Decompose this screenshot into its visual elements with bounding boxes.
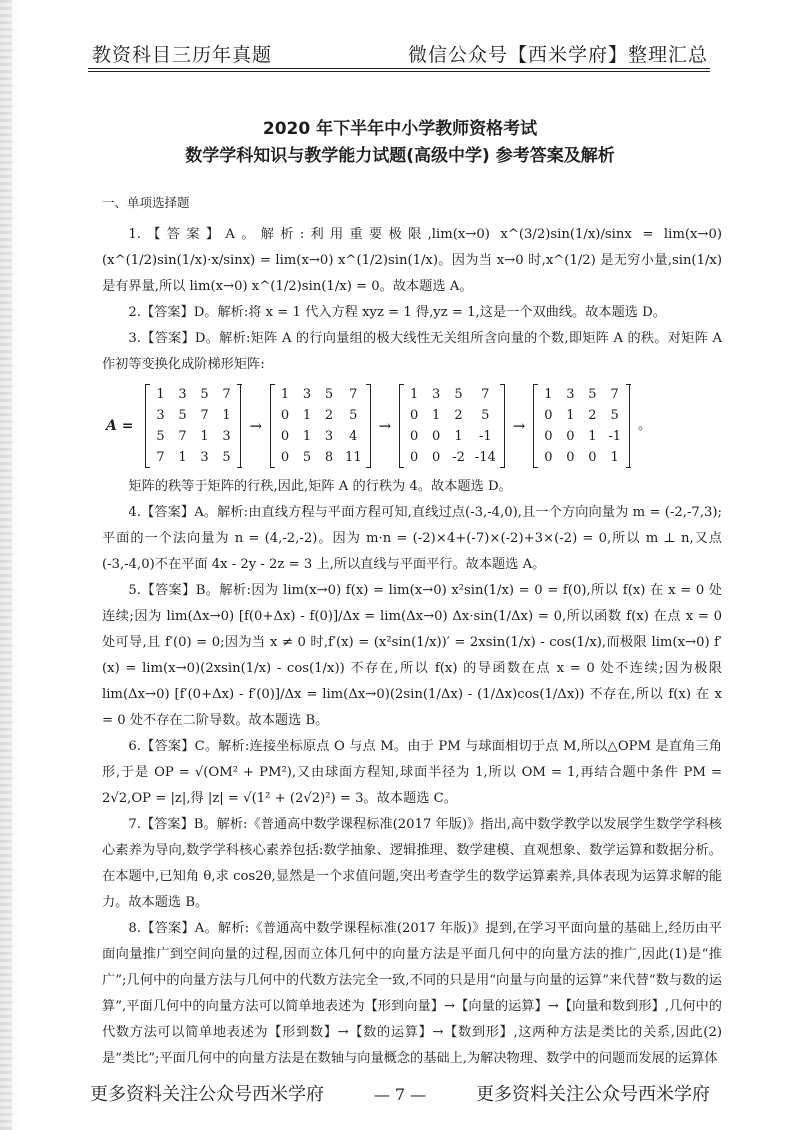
scan-edge-shadow (0, 0, 12, 1130)
matrix-cell: 1 (156, 387, 165, 402)
matrix-cell: 5 (324, 387, 334, 402)
matrix-cell: 5 (349, 408, 358, 423)
matrix-table (274, 384, 367, 468)
matrix-cell: 0 (280, 450, 290, 465)
arrow-icon: → (512, 417, 526, 435)
matrix-reduction (102, 378, 722, 474)
matrix-cell: 3 (566, 387, 575, 402)
matrix-table (149, 384, 237, 468)
header-rule-inner (88, 71, 710, 72)
matrix-cell: 7 (349, 387, 358, 402)
matrix-row (149, 405, 237, 426)
page-subtitle: 数学学科知识与教学能力试题(高级中学) 参考答案及解析 (185, 146, 615, 166)
answer-q1: 1.【答案】A。解析:利用重要极限,lim(x→0) x^(3/2)sin(1/x)/sinx = lim(x→0)(x^(1/2)sin(1/x)·x/sinx) = lim(x→0) x^(1/2)sin(1/x)。因为当 x→0 时,x^(1/2) 是无穷小量,sin(1/x) 是有界量,所以 lim(x→0) x^(1/2)sin(1/x) = 0。故本题选 A。 (102, 227, 722, 294)
matrix-cell: 5 (178, 408, 187, 423)
matrix-cell: 0 (432, 429, 441, 444)
matrix-row (149, 426, 237, 447)
matrix-cell: 1 (544, 387, 553, 402)
matrix-row (537, 426, 626, 447)
matrix-cell: 7 (222, 387, 231, 402)
matrix-cell: 1 (178, 450, 187, 465)
matrix-cell: 7 (156, 450, 165, 465)
matrix-cell: 0 (410, 408, 419, 423)
matrix-cell: 0 (566, 450, 575, 465)
matrix-row (149, 384, 237, 405)
footer-right-text: 更多资料关注公众号西米学府 (475, 1084, 710, 1105)
matrix-cell: 11 (345, 450, 362, 465)
matrix-label: A = (106, 418, 134, 434)
matrix-cell: 5 (222, 450, 231, 465)
matrix-cell: 1 (588, 429, 597, 444)
matrix-cell: 1 (280, 387, 290, 402)
matrix-row (274, 426, 367, 447)
answer-q8: 8.【答案】A。解析:《普通高中数学课程标准(2017 年版)》提到,在学习平面向量的基础上,经历由平面向量推广到空间向量的过程,因而立体几何中的向量方法是平面几何中的向量方法的推广,因此(1)是“推广”;几何中的向量方法与几何中的代数方法完全一致,不同的只是用“向量与向量的运算”来代替“数与数的运算”,平面几何中的向量方法可以简单地表述为【形到向量】→【向量的运算】→【向量和数到形】,几何中的代数方法可以简单地表述为【形到数】→【数的运算】→【数到形】,这两种方法是类比的关系,因此(2)是“类比”;平面几何中的向量方法是在数轴与向量概念的基础上,为解决物理、数学中的问题而发展的运算体 (102, 921, 722, 1066)
matrix-cell: 0 (544, 408, 553, 423)
matrix-cell: 0 (280, 429, 290, 444)
matrix-cell: 4 (349, 429, 358, 444)
matrix-cell: 7 (610, 387, 619, 402)
matrix-cell: 0 (566, 429, 575, 444)
header-rule (88, 68, 710, 69)
matrix-row (403, 447, 501, 468)
matrix-cell: 7 (200, 408, 209, 423)
matrix-4 (533, 384, 630, 468)
matrix-cell: 2 (454, 408, 463, 423)
matrix-cell: 5 (156, 429, 165, 444)
matrix-cell: 1 (222, 408, 231, 423)
matrix-cell: -1 (478, 429, 492, 444)
matrix-cell: 5 (588, 387, 597, 402)
matrix-row (537, 384, 626, 405)
answer-q4: 4.【答案】A。解析:由直线方程与平面方程可知,直线过点(-3,-4,0),且一个方向向量为 m = (-2,-7,3);平面的一个法向量为 n = (4,-2,-2)。因为 m·n = (-2)×4+(-7)×(-2)+3×(-2) = 0,所以 m ⊥ n,又点(-3,-4,0)不在平面 4x - 2y - 2z = 3 上,所以直线与平面平行。故本题选 A。 (102, 505, 722, 572)
answer-q7: 7.【答案】B。解析:《普通高中数学课程标准(2017 年版)》指出,高中数学教学以发展学生数学学科核心素养为导向,数学学科核心素养包括:数学抽象、逻辑推理、数学建模、直观想象、数学运算和数据分析。在本题中,已知角 θ,求 cos2θ,显然是一个求值问题,突出考查学生的数学运算素养,具体表现为运算求解的能力。故本题选 B。 (102, 817, 722, 910)
matrix-cell: -14 (474, 450, 496, 465)
footer-left-text: 更多资料关注公众号西米学府 (90, 1084, 324, 1105)
matrix-cell: 2 (324, 408, 334, 423)
matrix-cell: 8 (324, 450, 334, 465)
matrix-cell: 0 (410, 450, 419, 465)
matrix-cell: 1 (302, 408, 312, 423)
matrix-2 (270, 384, 371, 468)
matrix-row (403, 405, 501, 426)
matrix-cell: 3 (222, 429, 231, 444)
matrix-cell: 5 (200, 387, 209, 402)
matrix-cell: 1 (454, 429, 463, 444)
arrow-icon: → (378, 417, 392, 435)
matrix-cell: 1 (302, 429, 312, 444)
matrix-cell: 0 (432, 450, 441, 465)
answer-content (102, 190, 722, 1072)
header-left-text: 教资科目三历年真题 (92, 44, 273, 66)
matrix-3 (399, 384, 505, 468)
matrix-cell: 1 (200, 429, 209, 444)
matrix-cell: -1 (608, 429, 622, 444)
matrix-cell: 5 (481, 408, 490, 423)
matrix-cell: 0 (544, 429, 553, 444)
matrix-cell: 7 (178, 429, 187, 444)
matrix-row (537, 405, 626, 426)
answer-q3-outro: 矩阵的秩等于矩阵的行秩,因此,矩阵 A 的行秩为 4。故本题选 D。 (128, 479, 512, 494)
matrix-row (537, 447, 626, 468)
matrix-row (274, 384, 367, 405)
matrix-cell: 0 (280, 408, 290, 423)
matrix-row (149, 447, 237, 468)
matrix-1 (145, 384, 241, 468)
matrix-cell: 3 (432, 387, 441, 402)
matrix-cell: 5 (302, 450, 312, 465)
arrow-icon: → (249, 417, 263, 435)
matrix-row (403, 384, 501, 405)
matrix-cell: 0 (410, 429, 419, 444)
matrix-cell: 1 (610, 450, 619, 465)
matrix-cell: -2 (452, 450, 465, 465)
matrix-cell: 1 (432, 408, 441, 423)
matrix-cell: 2 (588, 408, 597, 423)
matrix-cell: 1 (410, 387, 419, 402)
matrix-cell: 3 (302, 387, 312, 402)
section-heading: 一、单项选择题 (102, 195, 190, 210)
matrix-table (403, 384, 501, 468)
matrix-cell: 3 (156, 408, 165, 423)
matrix-cell: 0 (588, 450, 597, 465)
page-footer (90, 1080, 710, 1106)
matrix-cell: 3 (324, 429, 334, 444)
answer-q2: 2.【答案】D。解析:将 x = 1 代入方程 xyz = 1 得,yz = 1,这是一个双曲线。故本题选 D。 (128, 305, 666, 320)
matrix-cell: 3 (200, 450, 209, 465)
matrix-table (537, 384, 626, 468)
page-title: 2020 年下半年中小学教师资格考试 (262, 119, 538, 139)
matrix-cell: 7 (481, 387, 490, 402)
matrix-end-punct: 。 (638, 418, 652, 433)
matrix-cell: 1 (566, 408, 575, 423)
matrix-cell: 3 (178, 387, 187, 402)
page-number: — 7 — (373, 1085, 427, 1104)
matrix-cell: 5 (610, 408, 619, 423)
answer-q3-intro: 3.【答案】D。解析:矩阵 A 的行向量组的极大线性无关组所含向量的个数,即矩阵 A 的秩。对矩阵 A 作初等变换化成阶梯形矩阵: (102, 331, 722, 372)
matrix-cell: 0 (544, 450, 553, 465)
answer-q5: 5.【答案】B。解析:因为 lim(x→0) f(x) = lim(x→0) x²sin(1/x) = 0 = f(0),所以 f(x) 在 x = 0 处连续;因为 lim(Δx→0) [f(0+Δx) - f(0)]/Δx = lim(Δx→0) Δx·sin(1/Δx) = 0,所以函数 f(x) 在点 x = 0 处可导,且 f′(0) = 0;因为当 x ≠ 0 时,f′(x) = (x²sin(1/x))′ = 2xsin(1/x) - cos(1/x),而极限 lim(x→0) f′(x) = lim(x→0)(2xsin(1/x) - cos(1/x)) 不存在,所以 f(x) 的导函数在点 x = 0 处不连续;因为极限 lim(Δx→0) [f′(0+Δx) - f′(0)]/Δx = lim(Δx→0)(2sin(1/Δx) - (1/Δx)cos(1/Δx)) 不存在,所以 f(x) 在 x = 0 处不存在二阶导数。故本题选 B。 (102, 583, 722, 728)
header-right-text: 微信公众号【西米学府】整理汇总 (407, 44, 708, 66)
matrix-row (274, 447, 367, 468)
matrix-row (403, 426, 501, 447)
answer-q6: 6.【答案】C。解析:连接坐标原点 O 与点 M。由于 PM 与球面相切于点 M,所以△OPM 是直角三角形,于是 OP = √(OM² + PM²),又由球面方程知,球面半径为 1,所以 OM = 1,再结合题中条件 PM = 2√2,OP = |z|,得 |z| = √(1² + (2√2)²) = 3。故本题选 C。 (102, 739, 722, 806)
matrix-row (274, 405, 367, 426)
matrix-cell: 5 (454, 387, 463, 402)
